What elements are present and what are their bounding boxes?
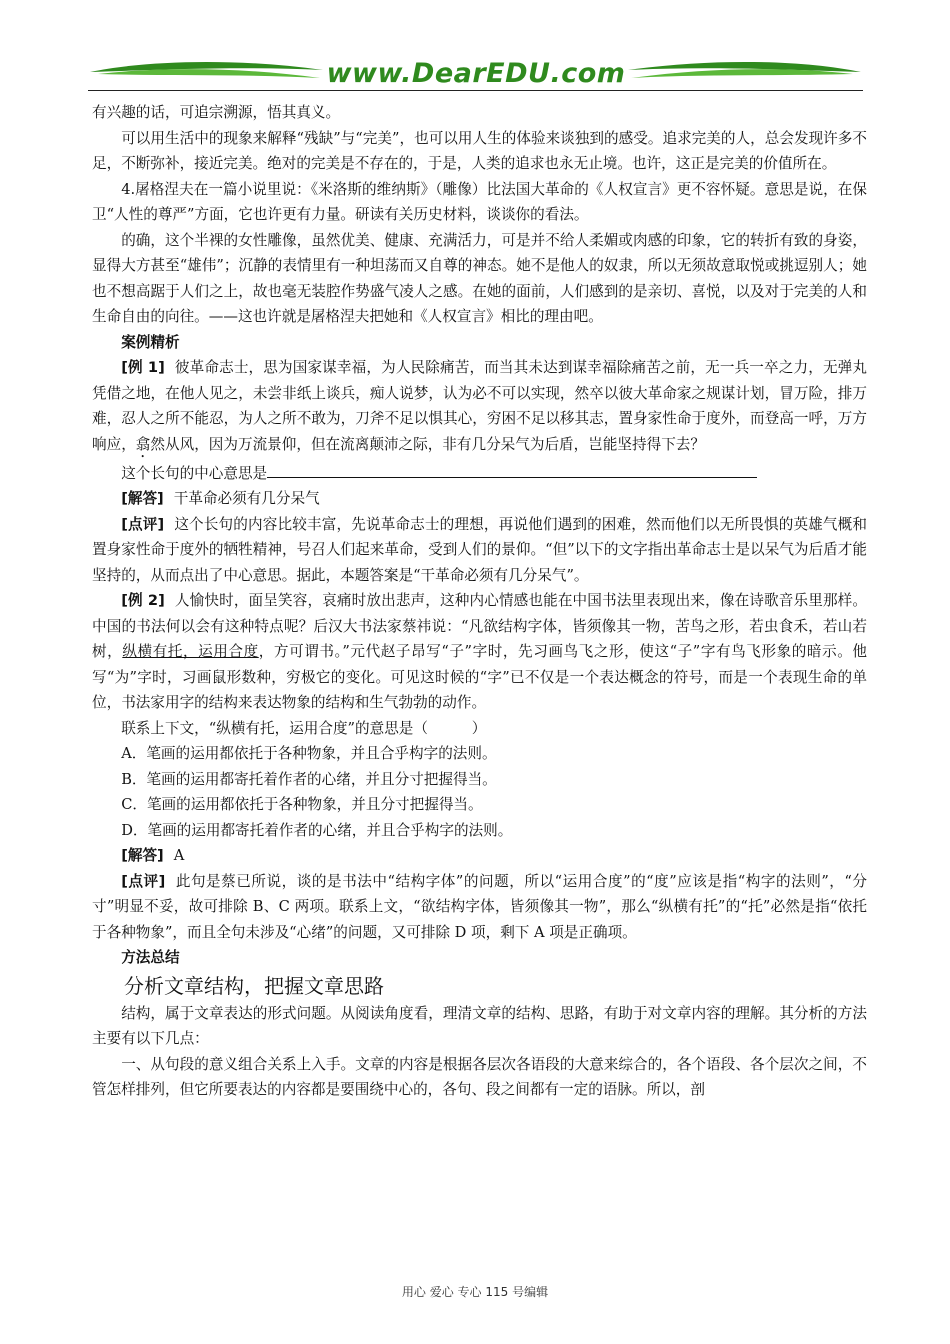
example-tag: [例 2] [121, 592, 165, 609]
document-body [92, 100, 867, 1103]
example-2-comment [92, 869, 867, 946]
section-heading-cases: 案例精析 [121, 333, 180, 351]
example-text: 人愉快时，面呈笑容，哀痛时放出悲声，这种内心情感也能在中国书法里表现出来，像在诗歌音乐里那样。中国的书法何以会有这种特点呢？后汉大书法家蔡祎说：“凡欲结构字体，皆须像其一物，苦鸟之形，若虫食禾，若山若树， [92, 592, 867, 660]
comment-text: 此句是蔡已所说，谈的是书法中“结构字体”的问题，所以“运用合度”的“度”应该是指“构字的法则”，“分寸”明显不妥，故可排除 B、C 两项。联系上文，“欲结构字体，皆须像其一物”，那么“纵横有托”的“托”必然是指“依托于各种物象”，而且全句未涉及“心绪”的问题，又可排除 D 项，剩下 A 项是正确项。 [92, 872, 867, 941]
site-header [88, 52, 863, 96]
option-b: B．笔画的运用都寄托着作者的心绪，并且分寸把握得当。 [121, 770, 497, 788]
question-paragraph: 4.屠格涅夫在一篇小说里说：《米洛斯的维纳斯》（雕像）比法国大革命的《人权宣言》更不容怀疑。意思是说，在保卫“人性的尊严”方面，它也许更有力量。研读有关历史材料，谈谈你的看法。 [92, 180, 867, 223]
example-1-question [92, 461, 867, 487]
comment-text: 这个长句的内容比较丰富，先说革命志士的理想，再说他们遇到的困难，然而他们以无所畏惧的英雄气概和置身家性命于度外的牺牲精神，号召人们起来革命，受到人们的景仰。“但”以下的文字指出革命志士是以呆气为后盾才能坚持的，从而点出了中心意思。据此，本题答案是“干革命必须有几分呆气”。 [92, 515, 868, 584]
answer-tag: [解答] [121, 490, 164, 507]
example-1 [92, 355, 867, 461]
option-c: C．笔画的运用都依托于各种物象，并且分寸把握得当。 [121, 796, 483, 813]
example-2-answer [92, 843, 867, 869]
comment-tag: [点评] [121, 515, 165, 533]
page-footer: 用心 爱心 专心 115 号编辑 [401, 1285, 549, 1299]
paragraph: 可以用生活中的现象来解释“残缺”与“完美”，也可以用人生的体验来谈独到的感受。追求完美的人，总会发现许多不足，不断弥补，接近完美。绝对的完美是不存在的，于是，人类的追求也永无止境。也许，这正是完美的价值所在。 [92, 129, 867, 172]
example-text: 彼革命志士，思为国家谋幸福，为人民除痛苦，而当其未达到谋幸福除痛苦之前，无一兵一卒之力，无弹丸凭借之地，在他人见之，未尝非纸上谈兵，痴人说梦，认为必不可以实现，然卒以彼大革命家之规谋计划，冒万险，排万难，忍人之所不能忍，为人之所不敢为，刀斧不足以惧其心，穷困不足以移其志，置身家性命于度外，而登高一呼，万方响应， [92, 359, 867, 453]
site-logo-text[interactable]: www.DearEDU.com [326, 58, 626, 89]
method-subtitle: 分析文章结构，把握文章思路 [124, 973, 384, 998]
paragraph: 有兴趣的话，可追宗溯源，悟其真义。 [92, 104, 341, 121]
emphasized-char: 翕 [135, 435, 151, 453]
paragraph: 结构，属于文章表达的形式问题。从阅读角度看，理清文章的结构、思路，有助于对文章内容的理解。其分析的方法主要有以下几点： [92, 1004, 867, 1047]
comment-tag: [点评] [121, 872, 166, 890]
option-a: A．笔画的运用都依托于各种物象，并且合乎构字的法则。 [121, 745, 497, 762]
underlined-phrase: 纵横有托，运用合度 [122, 643, 259, 660]
answer-tag: [解答] [121, 847, 164, 864]
example-1-comment [92, 512, 867, 589]
answer-text: 干革命必须有几分呆气 [173, 490, 320, 507]
paragraph: 一、从句段的意义组合关系上入手。文章的内容是根据各层次各语段的大意来综合的，各个语段、各个层次之间，不管怎样排列，但它所要表达的内容都是要围绕中心的，各句、段之间都有一定的语脉。所以，剖 [92, 1055, 867, 1098]
example-text: 然从风，因为万流景仰，但在流离颠沛之际，非有几分呆气为后盾，岂能坚持得下去？ [150, 435, 705, 453]
example-1-answer [92, 486, 867, 512]
option-d: D．笔画的运用都寄托着作者的心绪，并且合乎构字的法则。 [121, 821, 513, 839]
example-2 [92, 588, 867, 716]
question-text: 这个长句的中心意思是 [121, 464, 268, 482]
header-divider [88, 90, 863, 91]
answer-text: A [173, 847, 185, 864]
example-tag: [例 1] [121, 359, 165, 376]
section-heading-method: 方法总结 [121, 949, 180, 966]
example-text: ，方可谓书。”元代赵子昂写“子”字时，先习画鸟飞之形，使这“子”字有鸟飞形象的暗示。他写“为”字时，习画鼠形数种，穷极它的变化。可见这时候的“字”已不仅是一个表达概念的符号，而是一个表现生命的单位，书法家用字的结构来表达物象的结构和生气勃勃的动作。 [92, 643, 867, 711]
answer-blank [267, 476, 757, 478]
paragraph: 的确，这个半裸的女性雕像，虽然优美、健康、充满活力，可是并不给人柔媚或肉感的印象，它的转折有致的身姿，显得大方甚至“雄伟”；沉静的表情里有一种坦荡而又自尊的神态。她不是他人的奴隶，所以无须故意取悦或挑逗别人；她也不想高踞于人们之上，故也毫无装腔作势盛气凌人之感。在她的面前，人们感到的是亲切、喜悦，以及对于完美的人和生命自由的向往。——这也许就是屠格涅夫把她和《人权宣言》相比的理由吧。 [92, 231, 867, 325]
example-2-question: 联系上下文，“纵横有托，运用合度”的意思是（ ） [121, 719, 487, 737]
